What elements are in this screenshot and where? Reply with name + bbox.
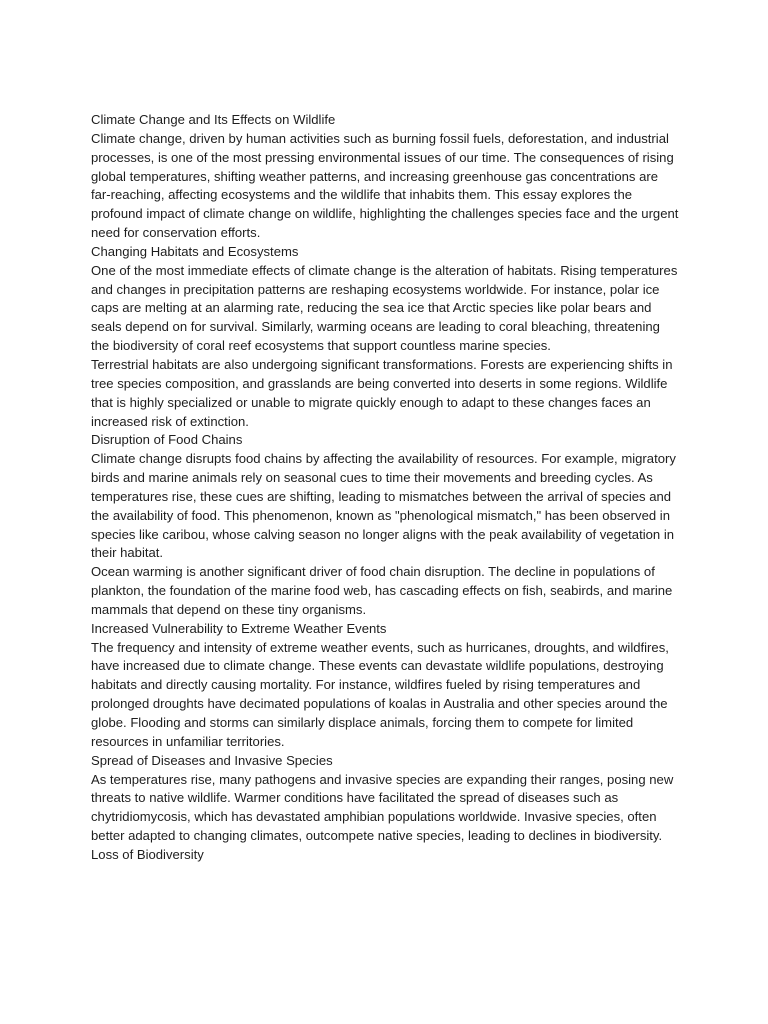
diseases-paragraph: As temperatures rise, many pathogens and invasive species are expanding their ranges, posing new threats to native wildlife. Warmer conditions have facilitated the spread of diseases such as chytridiomycosis, which has devastated amphibian populations worldwide. Invasive species, often better adapted to changing climates, outcompete native species, leading to declines in biodiversity. [91,771,674,844]
document-page [91,111,681,865]
section-heading-habitats: Changing Habitats and Ecosystems [91,243,299,259]
section-heading-extreme-weather: Increased Vulnerability to Extreme Weather Events [91,620,387,636]
document-title: Climate Change and Its Effects on Wildlife [91,112,336,127]
section-heading-biodiversity: Loss of Biodiversity [91,846,204,862]
food-chains-paragraph-2: Ocean warming is another significant driver of food chain disruption. The decline in populations of plankton, the foundation of the marine food web, has cascading effects on fish, seabirds, and marine mammals that depend on these tiny organisms. [91,564,673,617]
habitats-paragraph-1: One of the most immediate effects of climate change is the alteration of habitats. Rising temperatures and changes in precipitation patterns are reshaping ecosystems worldwide. For instance, polar ice caps are melting at an alarming rate, reducing the sea ice that Arctic species like polar bears and seals depend on for survival. Similarly, warming oceans are leading to coral bleaching, threatening the biodiversity of coral reef ecosystems that support countless marine species. [91,262,678,354]
section-heading-food-chains: Disruption of Food Chains [91,432,243,448]
intro-paragraph: Climate change, driven by human activities such as burning fossil fuels, deforestation, and industrial processes, is one of the most pressing environmental issues of our time. The consequences of rising global temperatures, shifting weather patterns, and increasing greenhouse gas concentrations are far-reaching, affecting ecosystems and the wildlife that inhabits them. This essay explores the profound impact of climate change on wildlife, highlighting the challenges species face and the urgent need for conservation efforts. [91,130,679,241]
extreme-weather-paragraph: The frequency and intensity of extreme weather events, such as hurricanes, droughts, and wildfires, have increased due to climate change. These events can devastate wildlife populations, destroying habitats and directly causing mortality. For instance, wildfires fueled by rising temperatures and prolonged droughts have decimated populations of koalas in Australia and other species around the globe. Flooding and storms can similarly displace animals, forcing them to compete for limited resources in unfamiliar territories. [91,639,669,749]
food-chains-paragraph-1: Climate change disrupts food chains by affecting the availability of resources. For example, migratory birds and marine animals rely on seasonal cues to time their movements and breeding cycles. As temperatures rise, these cues are shifting, leading to mismatches between the arrival of species and the availability of food. This phenomenon, known as "phenological mismatch," has been observed in species like caribou, whose calving season no longer aligns with the peak availability of vegetation in their habitat. [91,451,676,561]
habitats-paragraph-2: Terrestrial habitats are also undergoing significant transformations. Forests are experiencing shifts in tree species composition, and grasslands are being converted into deserts in some regions. Wildlife that is highly specialized or unable to migrate quickly enough to adapt to these changes faces an increased risk of extinction. [91,356,673,429]
section-heading-diseases: Spread of Diseases and Invasive Species [91,752,333,768]
